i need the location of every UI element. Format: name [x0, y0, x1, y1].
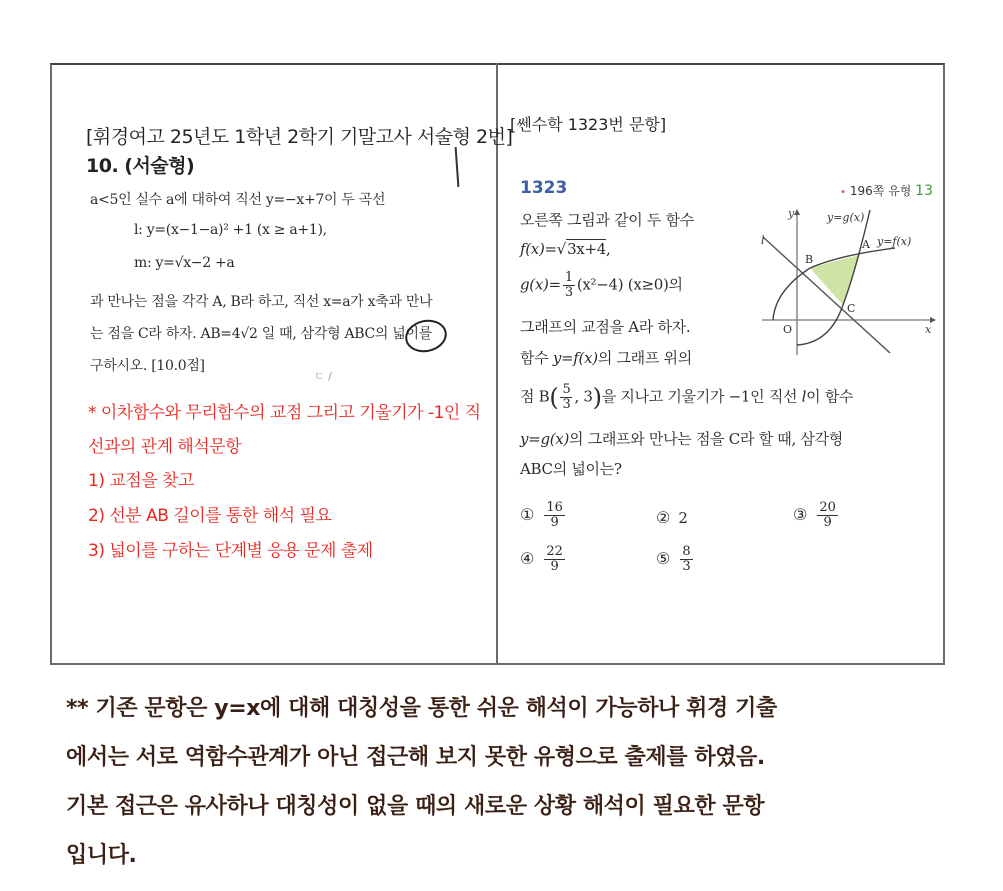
choice-5[interactable] [656, 545, 695, 574]
analysis-step-2: 2) 선분 AB 길이를 통한 해석 필요 [88, 506, 332, 526]
problem-line-8: ABC의 넓이는? [520, 460, 622, 478]
exam-body-line-3: m: y=√x−2 +a [134, 255, 235, 271]
frac-numerator: 5 [562, 382, 571, 397]
choice-marker: ⑤ [656, 548, 671, 568]
reference-type-number: 13 [915, 183, 933, 199]
exam-body-line-4: 과 만나는 점을 각각 A, B라 하고, 직선 x=a가 x축과 만나 [90, 294, 433, 310]
exam-body-line-6: 구하시오. [10.0점] [90, 358, 205, 374]
stray-mark: ㄷ / [314, 370, 332, 383]
exam-body-line-5: 는 점을 C라 하자. AB=4√2 일 때, 삼각형 ABC의 넓이를 [90, 326, 432, 342]
g-definition: g(x)= [520, 275, 561, 294]
line6-tail: 이 함수 [806, 387, 854, 406]
frac-numerator: 22 [546, 544, 563, 559]
f-tail: , [605, 240, 611, 258]
analysis-line-2: 선과의 관계 해석문항 [88, 437, 242, 457]
commentary-note [66, 684, 966, 880]
frac-denominator: 3 [562, 397, 571, 412]
scan-mark [455, 147, 460, 187]
problem-line-g [520, 271, 683, 300]
choice-marker: ④ [520, 548, 535, 568]
exam-body-line-2: l: y=(x−1−a)² +1 (x ≥ a+1), [134, 222, 327, 238]
frac-denominator: 9 [823, 515, 832, 530]
point-c-label: C [847, 302, 856, 315]
question-number: 10. (서술형) [86, 155, 195, 177]
point-a-label: A [862, 238, 870, 251]
line6-l: l [801, 387, 807, 406]
textbook-source-title: [쎈수학 1323번 문항] [510, 115, 667, 134]
b-y: , 3 [574, 387, 593, 406]
g-fraction [563, 271, 575, 300]
problem-line-7 [520, 428, 843, 449]
open-paren: ( [549, 383, 559, 412]
note-line-1: ** 기존 문항은 y=x에 대해 대칭성을 통한 쉬운 해석이 가능하나 휘경 기출 [66, 696, 777, 721]
f-definition: f(x)= [520, 240, 557, 258]
x-axis-label: x [925, 323, 932, 336]
line6-pre: 점 B [520, 387, 550, 406]
frac-numerator: 20 [819, 500, 836, 515]
origin-label: O [783, 323, 793, 336]
line-l-label: l [761, 234, 765, 247]
y-axis-arrow-icon [794, 209, 800, 215]
note-line-2: 에서는 서로 역함수관계가 아닌 접근해 보지 못한 유형으로 출제를 하였음. [66, 745, 765, 770]
choice-value: 2 [678, 509, 688, 527]
line7-post: 의 그래프와 만나는 점을 C라 할 때, 삼각형 [569, 430, 843, 448]
note-line-3: 기본 접근은 유사하나 대칭성이 없을 때의 새로운 상황 해석이 필요한 문항 [66, 794, 765, 819]
choice-marker: ③ [793, 504, 808, 524]
problem-number: 1323 [520, 178, 568, 198]
analysis-step-3: 3) 넓이를 구하는 단계별 응용 문제 출제 [88, 541, 373, 561]
handwritten-circle-mark [402, 316, 450, 356]
choice-1[interactable] [520, 501, 567, 530]
note-line-4: 입니다. [66, 843, 137, 868]
f-curve-label: y=f(x) [877, 235, 912, 248]
line5-post: 의 그래프 위의 [597, 349, 692, 367]
frac-numerator: 1 [564, 270, 573, 285]
line5-pre: 함수 [520, 349, 553, 367]
exam-source-title: [휘경여고 25년도 1학년 2학기 기말고사 서술형 2번] [86, 126, 513, 148]
f-radicand: 3x+4 [567, 240, 606, 258]
point-b-label: B [805, 253, 814, 266]
choice-4[interactable] [520, 545, 567, 574]
choice-fraction [544, 545, 565, 574]
problem-line-1: 오른쪽 그림과 같이 두 함수 [520, 211, 694, 229]
frac-denominator: 3 [564, 285, 573, 300]
close-paren: ) [592, 383, 602, 412]
analysis-line-1: * 이차함수와 무리함수의 교점 그리고 기울기가 -1인 직 [88, 403, 481, 423]
choice-marker: ① [520, 504, 535, 524]
choice-fraction [544, 501, 565, 530]
exam-body-line-1: a<5인 실수 a에 대하여 직선 y=−x+7이 두 곡선 [90, 192, 386, 208]
school-exam-panel [52, 65, 513, 663]
choice-marker: ② [656, 508, 671, 527]
frac-denominator: 3 [682, 559, 691, 574]
problem-reference [840, 182, 933, 199]
frac-denominator: 9 [550, 559, 559, 574]
problem-line-6 [520, 383, 853, 412]
line7-fn: y=g(x) [520, 430, 570, 448]
problem-line-4: 그래프의 교점을 A라 하자. [520, 318, 691, 336]
line6-post: 을 지나고 기울기가 −1인 직선 [601, 387, 802, 406]
choice-3[interactable] [793, 501, 840, 530]
analysis-step-1: 1) 교점을 찾고 [88, 471, 194, 491]
textbook-panel [498, 65, 943, 663]
g-curve-label: y=g(x) [827, 211, 865, 224]
bullet-icon: • [840, 187, 847, 198]
reference-page: 196쪽 유형 [849, 184, 912, 198]
frac-numerator: 8 [682, 544, 691, 559]
g-tail: (x²−4) (x≥0)의 [576, 275, 683, 294]
y-axis-label: y [788, 207, 795, 220]
line5-fn: y=f(x) [552, 349, 598, 367]
b-x-fraction [560, 383, 572, 412]
sqrt-icon: √ [556, 240, 567, 258]
frac-denominator: 9 [550, 515, 559, 530]
problem-line-5 [520, 347, 692, 368]
triangle-abc-fill [810, 255, 860, 305]
choice-fraction [680, 545, 692, 574]
function-graph-figure [755, 203, 945, 363]
problem-line-f [520, 240, 610, 258]
choice-fraction [817, 501, 838, 530]
choice-2[interactable] [656, 508, 688, 527]
frac-numerator: 16 [546, 500, 563, 515]
